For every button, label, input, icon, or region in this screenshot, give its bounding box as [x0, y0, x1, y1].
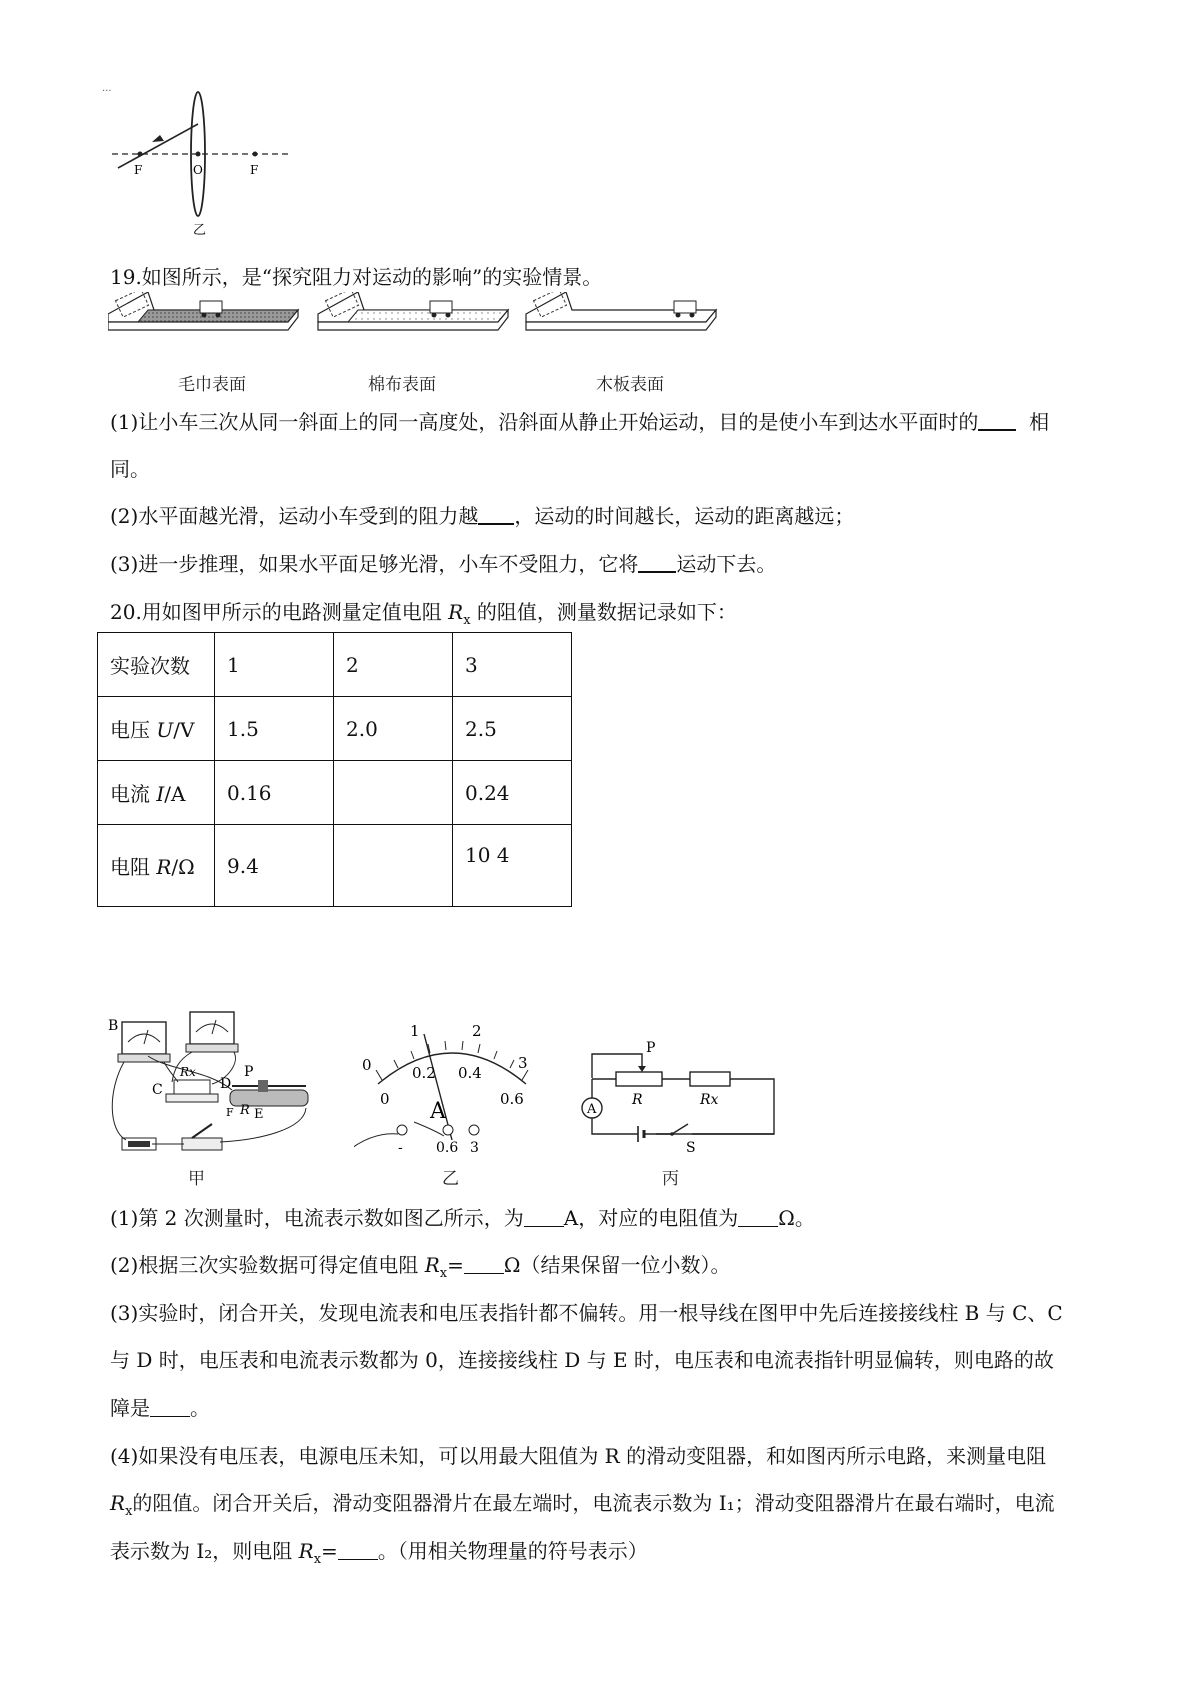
- jia-label-f: F: [226, 1106, 234, 1119]
- q20-blank-fault[interactable]: [150, 1396, 190, 1417]
- q19-part1-cont: 同。: [110, 457, 150, 481]
- q19-stem: 19.如图所示，是“探究阻力对运动的影响”的实验情景。: [110, 265, 603, 289]
- table-cell: 2.0: [334, 697, 453, 761]
- jia-label-rx: Rx: [180, 1065, 196, 1079]
- friction-surfaces-figure: [108, 292, 728, 368]
- yi-terminal-3: 3: [470, 1140, 479, 1156]
- q20-part2: (2)根据三次实验数据可得定值电阻 $R_x= \Omega$（结果保留一位小数）。: [110, 1253, 731, 1281]
- figure-caption-bing: 丙: [662, 1169, 679, 1189]
- bing-label-a: A: [587, 1102, 597, 1117]
- q20-part3-line1: (3)实验时，闭合开关，发现电流表和电压表指针都不偏转。用一根导线在图甲中先后连接接线柱 B 与 C、C: [110, 1301, 1063, 1325]
- wood-surface-setup: [526, 292, 716, 330]
- figure-caption-yi: 乙: [442, 1169, 459, 1189]
- measurement-table: [97, 632, 572, 907]
- table-cell: 电流 I/A: [98, 761, 215, 825]
- yi-tick-02: 0.2: [412, 1064, 436, 1082]
- q19-blank-3[interactable]: [638, 551, 676, 573]
- yi-terminal-neg: -: [398, 1140, 403, 1156]
- q19-blank-2[interactable]: [478, 503, 514, 525]
- circuit-photo-figure: [108, 1010, 328, 1160]
- table-cell: 0.24: [453, 761, 572, 825]
- table-row: [98, 633, 572, 697]
- table-cell: 实验次数: [98, 633, 215, 697]
- figure-caption-jia: 甲: [188, 1169, 205, 1189]
- q20-part3-line2: 与 D 时，电压表和电流表示数都为 0，连接接线柱 D 与 E 时，电压表和电流表指针明显偏转，则电路的故: [110, 1348, 1054, 1372]
- table-cell: 2: [334, 633, 453, 697]
- table-cell: [334, 825, 453, 907]
- q20-blank-rx[interactable]: [464, 1253, 504, 1274]
- yi-tick-06: 0.6: [500, 1090, 524, 1108]
- table-cell: 9.4: [215, 825, 334, 907]
- table-cell: 电阻 R/Ω: [98, 825, 215, 907]
- lens-label-f-right: F: [250, 163, 259, 177]
- yi-scale-0: 0: [362, 1056, 372, 1074]
- jia-label-r: R: [240, 1103, 250, 1118]
- q20-part4-line2: $R_x$的阻值。闭合开关后，滑动变阻器滑片在最左端时，电流表示数为 I₁；滑动变阻器滑片在最右端时，电流: [110, 1491, 1055, 1519]
- q19-blank-1[interactable]: [978, 409, 1016, 431]
- jia-label-d: D: [220, 1076, 232, 1092]
- yi-terminal-06: 0.6: [436, 1140, 459, 1156]
- surface-label-wood: 木板表面: [596, 375, 664, 395]
- surface-label-cotton: 棉布表面: [368, 375, 436, 395]
- table-cell: 3: [453, 633, 572, 697]
- table-cell: 电压 U/V: [98, 697, 215, 761]
- q20-part1: (1)第 2 次测量时，电流表示数如图乙所示，为 A，对应的电阻值为 Ω。: [110, 1206, 815, 1230]
- table-row: [98, 761, 572, 825]
- q19-part2: (2)水平面越光滑，运动小车受到的阻力越 ，运动的时间越长，运动的距离越远；: [110, 504, 855, 528]
- jia-label-c: C: [152, 1082, 163, 1098]
- yi-scale-2: 2: [472, 1022, 482, 1040]
- table-cell: 1: [215, 633, 334, 697]
- q20-blank-resistance[interactable]: [738, 1206, 778, 1227]
- ammeter-dial-figure: [354, 1012, 550, 1162]
- table-cell: [334, 761, 453, 825]
- table-cell: 1.5: [215, 697, 334, 761]
- q20-blank-current[interactable]: [524, 1206, 564, 1227]
- lens-figure: [100, 84, 320, 240]
- cotton-surface-setup: [318, 292, 508, 330]
- table-row: [98, 697, 572, 761]
- q20-part3-line3: 障是 。: [110, 1396, 210, 1420]
- bing-label-r: R: [632, 1092, 643, 1108]
- bing-label-rx: Rx: [700, 1092, 719, 1108]
- yi-unit-a: A: [430, 1099, 446, 1124]
- table-cell: 2.5: [453, 697, 572, 761]
- q20-stem: 20.用如图甲所示的电路测量定值电阻 $R_x$ 的阻值，测量数据记录如下：: [110, 600, 737, 628]
- yi-scale-3: 3: [518, 1054, 528, 1072]
- q19-part3: (3)进一步推理，如果水平面足够光滑，小车不受阻力，它将 运动下去。: [110, 552, 777, 576]
- svg-text:···: ···: [102, 86, 112, 97]
- q20-blank-expression[interactable]: [338, 1539, 378, 1560]
- yi-scale-1: 1: [410, 1022, 420, 1040]
- bing-label-s: S: [686, 1140, 696, 1156]
- jia-label-p: P: [244, 1064, 254, 1080]
- towel-surface-setup: [108, 292, 298, 330]
- circuit-diagram-figure: [576, 1040, 792, 1160]
- lens-label-f-left: F: [134, 163, 143, 177]
- lens-label-o: O: [193, 163, 203, 177]
- q19-part1: (1)让小车三次从同一斜面上的同一高度处，沿斜面从静止开始运动，目的是使小车到达水平面时的 相: [110, 410, 1050, 434]
- surface-label-towel: 毛巾表面: [178, 375, 246, 395]
- yi-tick-04: 0.4: [458, 1064, 482, 1082]
- jia-label-b: B: [108, 1018, 119, 1034]
- table-row: [98, 825, 572, 907]
- q20-part4-line3: 表示数为 I₂，则电阻 $R_x=$ 。（用相关物理量的符号表示）: [110, 1539, 648, 1567]
- lens-caption: 乙: [193, 223, 207, 238]
- q20-part4-line1: (4)如果没有电压表，电源电压未知，可以用最大阻值为 R 的滑动变阻器，和如图丙所示电路，来测量电阻: [110, 1444, 1047, 1468]
- table-cell: 10 4: [453, 825, 572, 907]
- yi-tick-0: 0: [380, 1090, 390, 1108]
- bing-label-p: P: [646, 1040, 656, 1056]
- table-cell: 0.16: [215, 761, 334, 825]
- jia-label-e: E: [254, 1107, 264, 1122]
